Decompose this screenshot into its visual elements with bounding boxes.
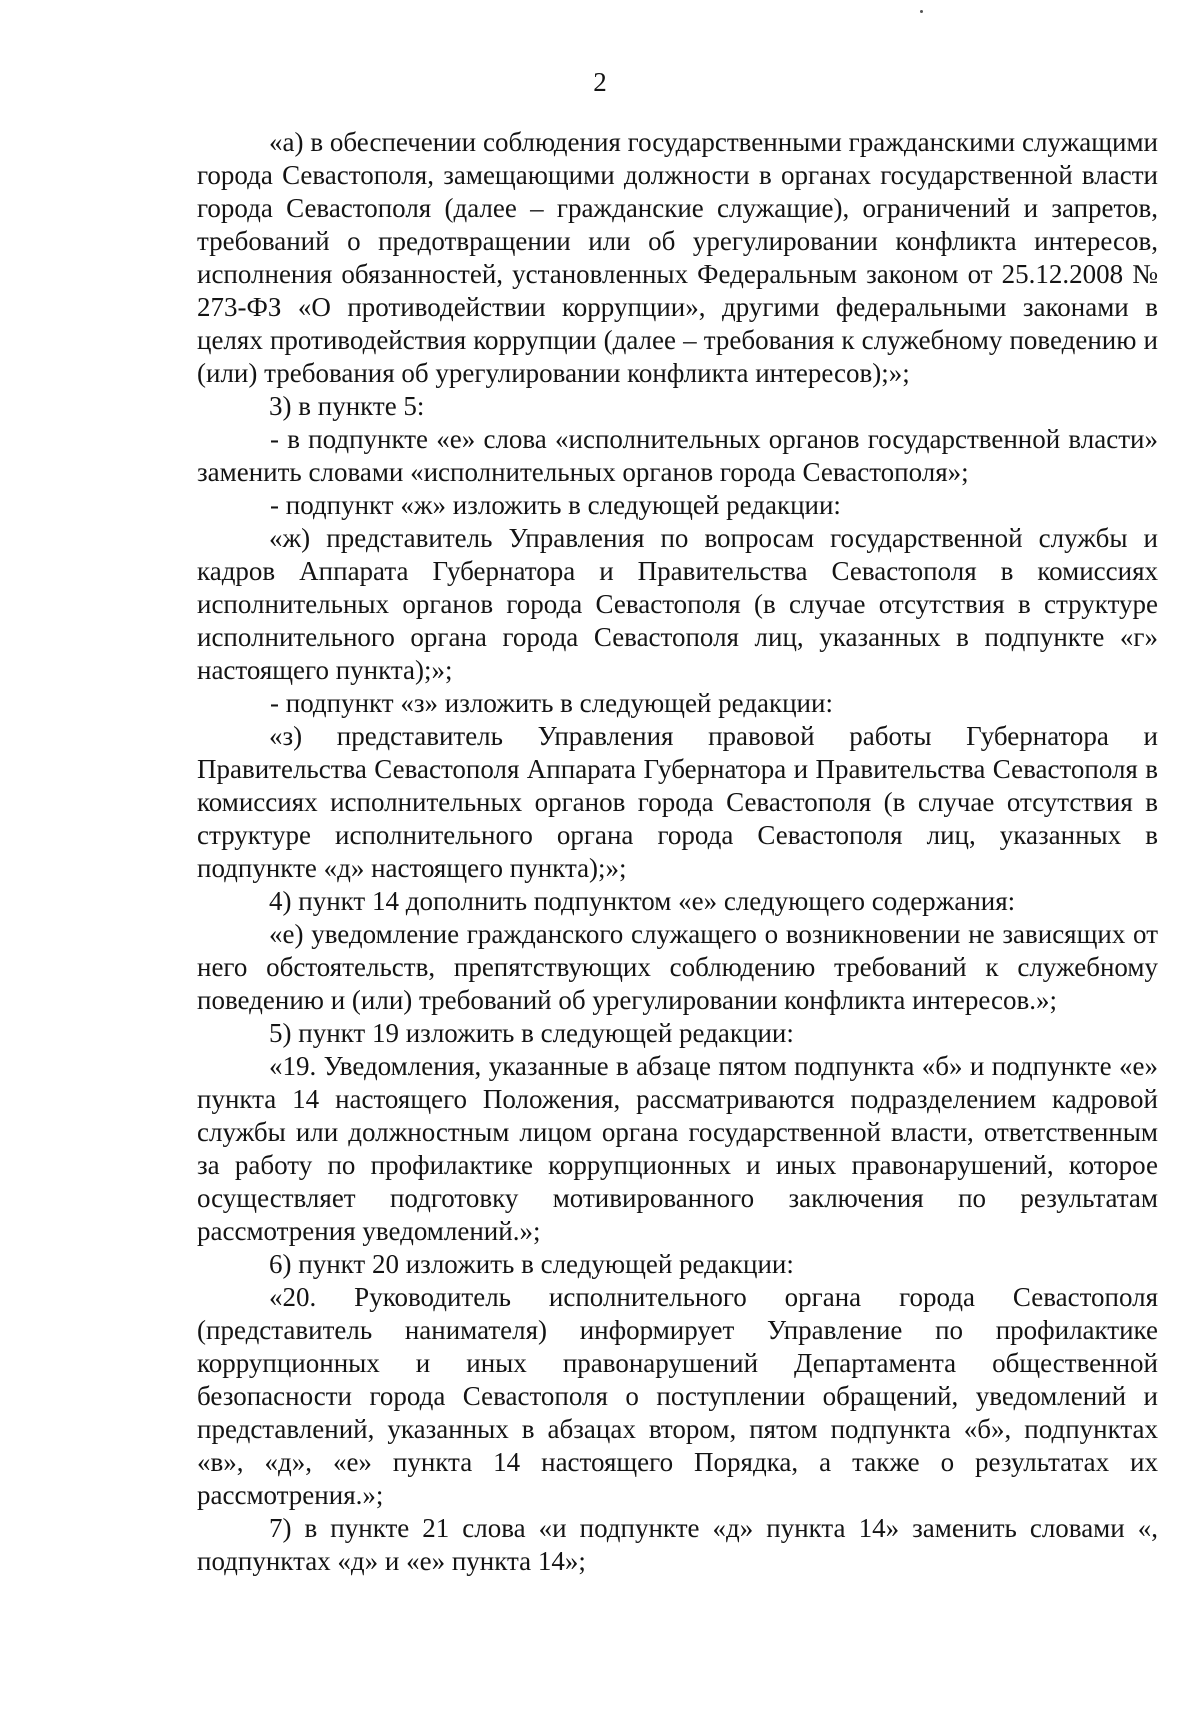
document-body [197, 126, 1158, 1578]
paragraph-point-20: «20. Руководитель исполнительного органа города Севастополя (представитель нанимателя) информирует Управление по профилактике коррупционных и иных правонарушений Департамента общественной безопасности города Севастополя о поступлении обращений, уведомлений и представлений, указанных в абзацах втором, пятом подпункта «б», подпунктах «в», «д», «е» пункта 14 настоящего Порядка, а также о результатах их рассмотрения.»; [197, 1282, 1158, 1510]
paragraph-subpoint-a: «а) в обеспечении соблюдения государственными гражданскими служащими города Севастополя, замещающими должности в органах государственной власти города Севастополя (далее – гражданские служащие), ограничений и запретов, требований о предотвращении или об урегулировании конфликта интересов, исполнения обязанностей, установленных Федеральным законом от 25.12.2008 № 273-ФЗ «О противодействии коррупции», другими федеральными законами в целях противодействия коррупции (далее – требования к служебному поведению и (или) требования об урегулировании конфликта интересов);»; [197, 127, 1158, 388]
paragraph-subpoint-zh: «ж) представитель Управления по вопросам государственной службы и кадров Аппарата Губернатора и Правительства Севастополя в комиссиях исполнительных органов города Севастополя (в случае отсутствия в структуре исполнительного органа города Севастополя лиц, указанных в подпункте «г» настоящего пункта);»; [197, 523, 1158, 685]
paragraph-subpoint-z-intro: - подпункт «з» изложить в следующей редакции: [270, 688, 833, 718]
page-number: 2 [593, 67, 607, 97]
paragraph-item-6: 6) пункт 20 изложить в следующей редакции: [269, 1249, 794, 1279]
paragraph-point-19: «19. Уведомления, указанные в абзаце пятом подпункта «б» и подпункте «е» пункта 14 настоящего Положения, рассматриваются подразделением кадровой службы или должностным лицом органа государственной власти, ответственным за работу по профилактике коррупционных и иных правонарушений, которое осуществляет подготовку мотивированного заключения по результатам рассмотрения уведомлений.»; [197, 1051, 1158, 1246]
paragraph-item-7: 7) в пункте 21 слова «и подпункте «д» пункта 14» заменить словами «, подпунктах «д» и «е» пункта 14»; [197, 1513, 1158, 1576]
paragraph-subpoint-e-notice: «е) уведомление гражданского служащего о возникновении не зависящих от него обстоятельств, препятствующих соблюдению требований к служебному поведению и (или) требований об урегулировании конфликта интересов.»; [197, 919, 1158, 1015]
paragraph-subpoint-z: «з) представитель Управления правовой работы Губернатора и Правительства Севастополя Аппарата Губернатора и Правительства Севастополя в комиссиях исполнительных органов города Севастополя (в случае отсутствия в структуре исполнительного органа города Севастополя лиц, указанных в подпункте «д» настоящего пункта);»; [197, 721, 1158, 883]
paragraph-item-4: 4) пункт 14 дополнить подпунктом «е» следующего содержания: [269, 886, 1016, 916]
scan-speck [920, 10, 923, 13]
paragraph-subpoint-e-replace: - в подпункте «е» слова «исполнительных органов государственной власти» заменить словами «исполнительных органов города Севастополя»; [197, 424, 1158, 487]
paragraph-subpoint-zh-intro: - подпункт «ж» изложить в следующей редакции: [270, 490, 841, 520]
paragraph-item-5: 5) пункт 19 изложить в следующей редакции: [269, 1018, 794, 1048]
paragraph-item-3: 3) в пункте 5: [269, 391, 425, 421]
